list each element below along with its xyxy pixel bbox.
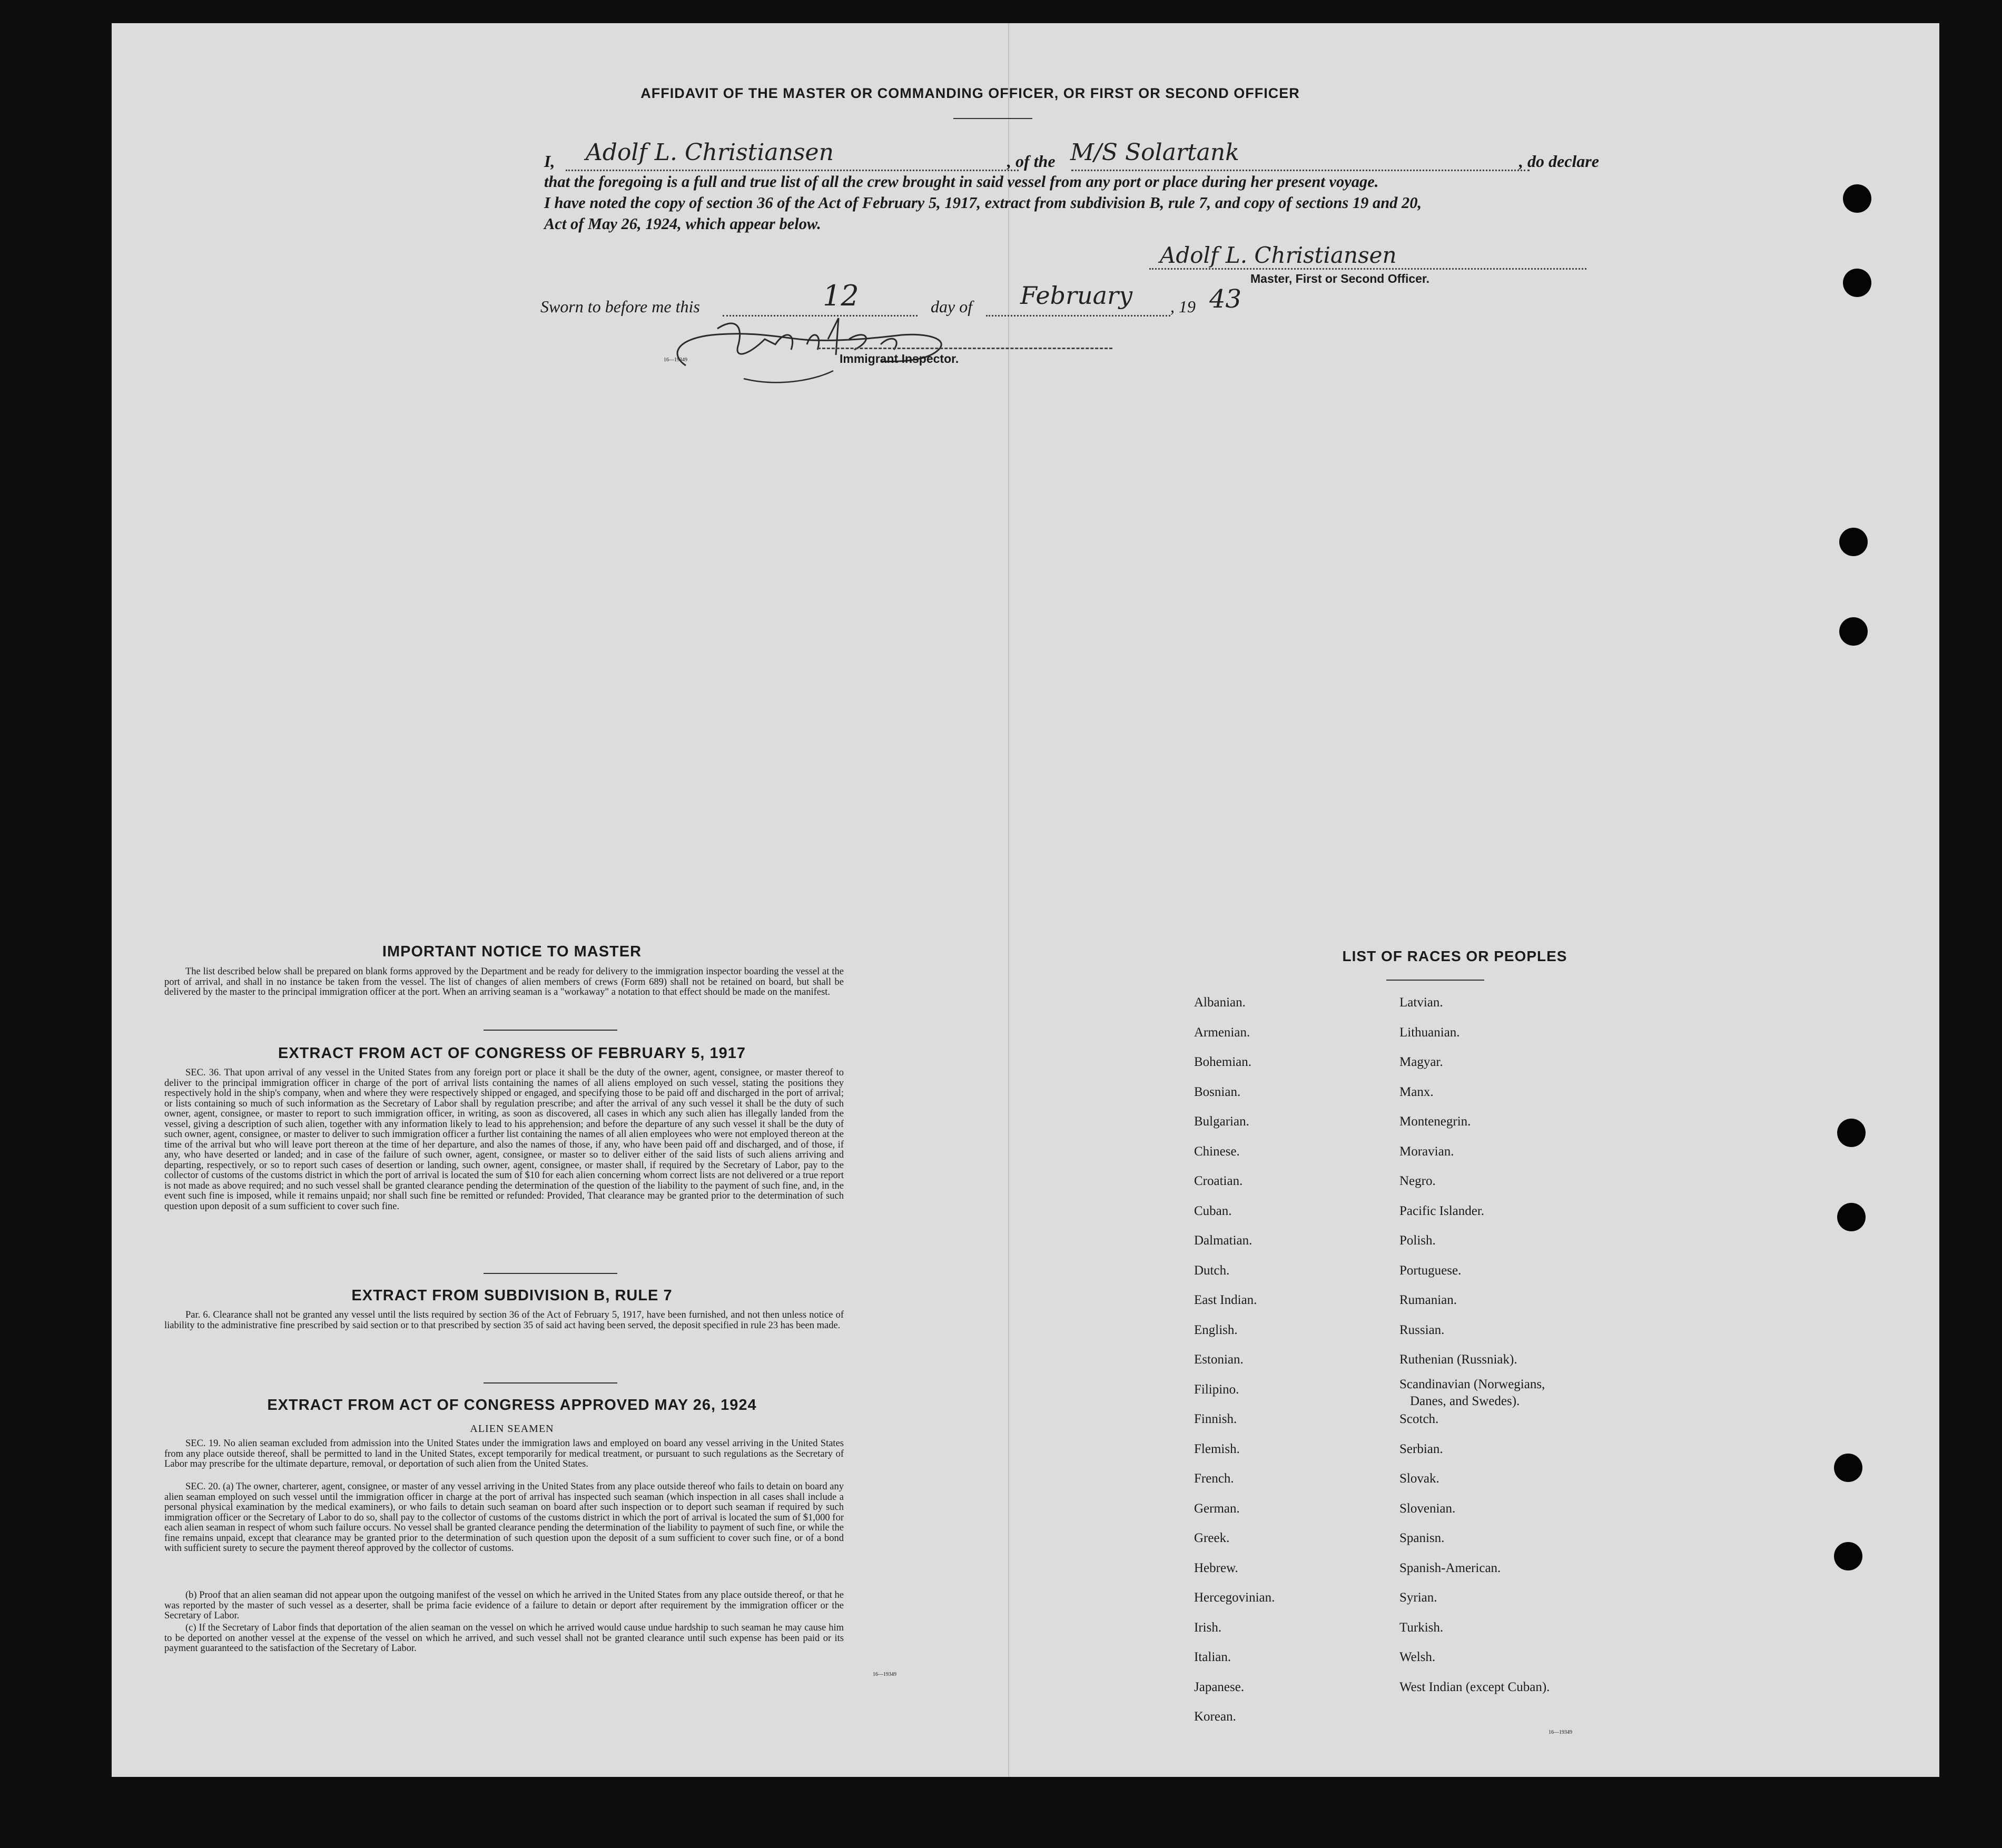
races-title: LIST OF RACES OR PEOPLES — [1342, 948, 1567, 964]
affidavit-line1-suffix: , do declare — [1519, 152, 1599, 171]
extract-rule7-title: EXTRACT FROM SUBDIVISION B, RULE 7 — [351, 1287, 673, 1304]
race-item: Croatian. — [1194, 1174, 1243, 1188]
race-item: Cuban. — [1194, 1203, 1232, 1218]
extract-1924-sec20: SEC. 20. (a) The owner, charterer, agent, consignee, or master of any vessel arriving in the United States from any place outside thereof who fails to detain on board any alien seaman employed on such vessel until the immigration officer in charge at the port of arrival has inspected such seaman (which inspection in all cases shall include a personal physical examination by the medical examiners), or who fails to detain such seaman on board after such inspection or to deport such seaman if required by such immigration officer or the Secretary of Labor to do so, shall pay to the collector of customs of the customs district in which the port of arrival is located the sum of $1,000 for each alien seaman in respect of whom such failure occurs. No vessel shall be granted clearance pending the determination of the liability to payment of such fine, or while the fine remains unpaid, except that clearance may be granted prior to the determination of such question upon the deposit of a sum sufficient to cover such fine, or of a bond with sufficient surety to secure the payment thereof approved by the collector of customs. — [164, 1481, 844, 1554]
races-divider — [1386, 980, 1484, 981]
race-item: Manx. — [1399, 1084, 1434, 1099]
affidavit-line2: that the foregoing is a full and true list of all the crew brought in said vessel from any port or place during her present voyage. — [544, 173, 1379, 191]
race-item: Irish. — [1194, 1620, 1222, 1635]
day-of-label: day of — [931, 297, 973, 316]
master-name: Adolf L. Christiansen — [586, 139, 834, 166]
affidavit-title: AFFIDAVIT OF THE MASTER OR COMMANDING OFFICER, OR FIRST OR SECOND OFFICER — [640, 85, 1300, 101]
race-item: English. — [1194, 1322, 1238, 1337]
inspector-blank — [817, 348, 1112, 349]
affidavit-line4: Act of May 26, 1924, which appear below. — [544, 215, 821, 233]
race-item: Bosnian. — [1194, 1084, 1241, 1099]
race-item: Dutch. — [1194, 1263, 1230, 1278]
binder-hole — [1837, 1119, 1866, 1147]
race-item: Ruthenian (Russniak). — [1399, 1352, 1517, 1367]
race-item: Russian. — [1399, 1322, 1445, 1337]
notice-text: The list described below shall be prepared on blank forms approved by the Department and be ready for delivery to the immigration inspector boarding the vessel at the port of arrival, and shall in no instance be taken from the vessel. The list of changes of alien members of crews (Form 689) shall not be retained on board, but shall be delivered by the master to the principal immigration officer at the port. When an arriving seaman is a "workaway" a notation to that effect should be made on the manifest. — [164, 966, 844, 997]
affidavit-line1-mid: , of the — [1007, 152, 1056, 171]
race-item: Scandinavian (Norwegians, — [1399, 1377, 1545, 1391]
race-item: Magyar. — [1399, 1055, 1443, 1069]
race-item: Albanian. — [1194, 995, 1246, 1010]
race-item: Slovak. — [1399, 1471, 1439, 1486]
sworn-month-blank — [986, 315, 1170, 317]
race-item: Slovenian. — [1399, 1501, 1456, 1516]
year-suffix: 43 — [1209, 284, 1242, 314]
master-signature: Adolf L. Christiansen — [1160, 242, 1397, 268]
sworn-label: Sworn to before me this — [540, 297, 700, 316]
notice-title: IMPORTANT NOTICE TO MASTER — [382, 943, 642, 960]
race-item: Estonian. — [1194, 1352, 1244, 1367]
extract-1917-text: SEC. 36. That upon arrival of any vessel in the United States from any foreign port or place it shall be the duty of the owner, agent, consignee, or master thereof to deliver to the principal immigration officer in charge of the port of arrival lists containing the names of all aliens employed on such vessel, stating the positions they respectively hold in the ship's company, when and where they were respectively shipped or engaged, and specifying those to be paid off and discharged in the port of arrival; or lists containing so much of such information as the Secretary of Labor shall by regulation prescribe; and after the arrival of any such vessel it shall be the duty of such owner, agent, consignee, or master to report to such immigration officer, in writing, as soon as discovered, all cases in which any such alien has illegally landed from the vessel, giving a description of such alien, together with any information likely to lead to his apprehension; and before the departure of any such vessel it shall be the duty of such owner, agent, consignee, or master to deliver to such immigration officer a further list containing the names of all alien employees who were not employed thereon at the time of the arrival but who will leave port thereon at the time of her departure, and also the names of those, if any, who have been paid off and discharged, and of those, if any, who have deserted or landed; and in case of the failure of such owner, agent, consignee, or master so to deliver either of the said lists of such aliens arriving and departing, respectively, or so to report such cases of desertion or landing, such owner, agent, consignee, or master shall, if required by the Secretary of Labor, pay to the collector of customs of the customs district in which the port of arrival is located the sum of $10 for each alien concerning whom correct lists are not delivered or a true report is not made as above required; and no such vessel shall be granted clearance pending the determination of the question of the liability to the payment of such fine, and, in the event such fine is imposed, while it remains unpaid; nor shall such fine be remitted or refunded: Provided, That clearance may be granted prior to the determination of such question upon deposit of a sum sufficient to cover such fine. — [164, 1068, 844, 1212]
race-item: Spanish-American. — [1399, 1560, 1501, 1575]
extract-1924-form-number: 16—19349 — [873, 1672, 896, 1677]
race-item: Bulgarian. — [1194, 1114, 1249, 1129]
race-item: Pacific Islander. — [1399, 1203, 1485, 1218]
affidavit-form-number: 16—19349 — [664, 357, 687, 363]
race-item: Serbian. — [1399, 1441, 1443, 1456]
race-item: East Indian. — [1194, 1293, 1257, 1307]
master-name-blank — [566, 170, 1019, 171]
race-item: Welsh. — [1399, 1650, 1436, 1664]
race-item: Portuguese. — [1399, 1263, 1462, 1278]
center-fold — [1008, 23, 1009, 1777]
race-item: Bohemian. — [1194, 1055, 1252, 1069]
race-item: Syrian. — [1399, 1590, 1437, 1605]
document-sheet — [112, 23, 1939, 1777]
race-item: Armenian. — [1194, 1025, 1250, 1040]
extract-rule7-text: Par. 6. Clearance shall not be granted any vessel until the lists required by section 36 of the Act of February 5, 1917, have been furnished, and not then unless notice of liability to the administrative fine prescribed by said section or to that prescribed by section 35 of said act having been served, the deposit specified in rule 23 has been made. — [164, 1310, 844, 1331]
binder-hole — [1834, 1454, 1862, 1482]
race-item: Italian. — [1194, 1650, 1231, 1664]
race-item: Hercegovinian. — [1194, 1590, 1275, 1605]
race-item: Finnish. — [1194, 1412, 1237, 1426]
binder-hole — [1843, 184, 1871, 213]
extract-1924-title: EXTRACT FROM ACT OF CONGRESS APPROVED MAY 26, 1924 — [267, 1397, 757, 1414]
title-divider — [953, 118, 1032, 119]
race-item: Danes, and Swedes). — [1410, 1394, 1520, 1408]
race-item: Spanisn. — [1399, 1531, 1445, 1545]
vessel-name-blank — [1071, 170, 1530, 171]
race-item: Japanese. — [1194, 1679, 1245, 1694]
year-prefix: , 19 — [1170, 297, 1196, 316]
extract-1924-subtitle: ALIEN SEAMEN — [470, 1423, 554, 1435]
binder-hole — [1839, 528, 1868, 556]
race-item: Flemish. — [1194, 1441, 1240, 1456]
race-item: Korean. — [1194, 1709, 1236, 1724]
binder-hole — [1837, 1203, 1866, 1231]
race-item: West Indian (except Cuban). — [1399, 1679, 1550, 1694]
extract-1924-sec20b: (b) Proof that an alien seaman did not appear upon the outgoing manifest of the vessel on which he arrived in the United States from any place outside thereof, or that he was reported by the master of such vessel as a deserter, shall be prima facie evidence of a failure to detain or deport after requirement by the immigration officer or the Secretary of Labor. — [164, 1590, 844, 1621]
race-item: Moravian. — [1399, 1144, 1454, 1159]
race-item: Dalmatian. — [1194, 1233, 1253, 1248]
signature-caption: Master, First or Second Officer. — [1250, 272, 1429, 285]
extract-1924-sec19: SEC. 19. No alien seaman excluded from admission into the United States under the immigration laws and employed on board any vessel arriving in the United States from any place outside thereof, shall be permitted to land in the United States, except temporarily for medical treatment, or pursuant to such regulations as the Secretary of Labor may prescribe for the ultimate departure, removal, or deportation of such alien from the United States. — [164, 1438, 844, 1469]
binder-hole — [1839, 617, 1868, 646]
extract-1917-divider — [484, 1273, 617, 1274]
signature-blank — [1149, 268, 1586, 270]
inspector-caption: Immigrant Inspector. — [840, 352, 959, 365]
race-item: Greek. — [1194, 1531, 1230, 1545]
race-item: Montenegrin. — [1399, 1114, 1471, 1129]
extract-rule7-divider — [484, 1382, 617, 1383]
affidavit-line3: I have noted the copy of section 36 of the Act of February 5, 1917, extract from subdivision B, rule 7, and copy of sections 19 and 20, — [544, 194, 1422, 212]
vessel-name: M/S Solartank — [1070, 139, 1239, 166]
race-item: French. — [1194, 1471, 1234, 1486]
extract-1917-title: EXTRACT FROM ACT OF CONGRESS OF FEBRUARY 5, 1917 — [278, 1045, 746, 1062]
extract-1924-sec20c: (c) If the Secretary of Labor finds that deportation of the alien seaman on the vessel on which he arrived would cause undue hardship to such seaman he may cause him to be deported on another vessel at the expense of the vessel on which he arrived, and such vessel shall not be granted clearance until such expense has been paid or its payment guaranteed to the satisfaction of the Secretary of Labor. — [164, 1623, 844, 1654]
race-item: Lithuanian. — [1399, 1025, 1460, 1040]
binder-hole — [1843, 269, 1871, 297]
sworn-day: 12 — [823, 279, 859, 312]
inspector-signature — [654, 308, 981, 392]
races-form-number: 16—19349 — [1549, 1730, 1572, 1735]
race-item: Turkish. — [1399, 1620, 1444, 1635]
binder-hole — [1834, 1542, 1862, 1570]
race-item: Latvian. — [1399, 995, 1443, 1010]
race-item: Chinese. — [1194, 1144, 1240, 1159]
race-item: German. — [1194, 1501, 1240, 1516]
race-item: Hebrew. — [1194, 1560, 1238, 1575]
sworn-month: February — [1020, 281, 1133, 310]
race-item: Scotch. — [1399, 1412, 1439, 1426]
race-item: Filipino. — [1194, 1382, 1239, 1397]
race-item: Polish. — [1399, 1233, 1436, 1248]
notice-divider — [484, 1030, 617, 1031]
affidavit-line1-prefix: I, — [544, 152, 555, 171]
race-item: Rumanian. — [1399, 1293, 1457, 1307]
race-item: Negro. — [1399, 1174, 1436, 1188]
